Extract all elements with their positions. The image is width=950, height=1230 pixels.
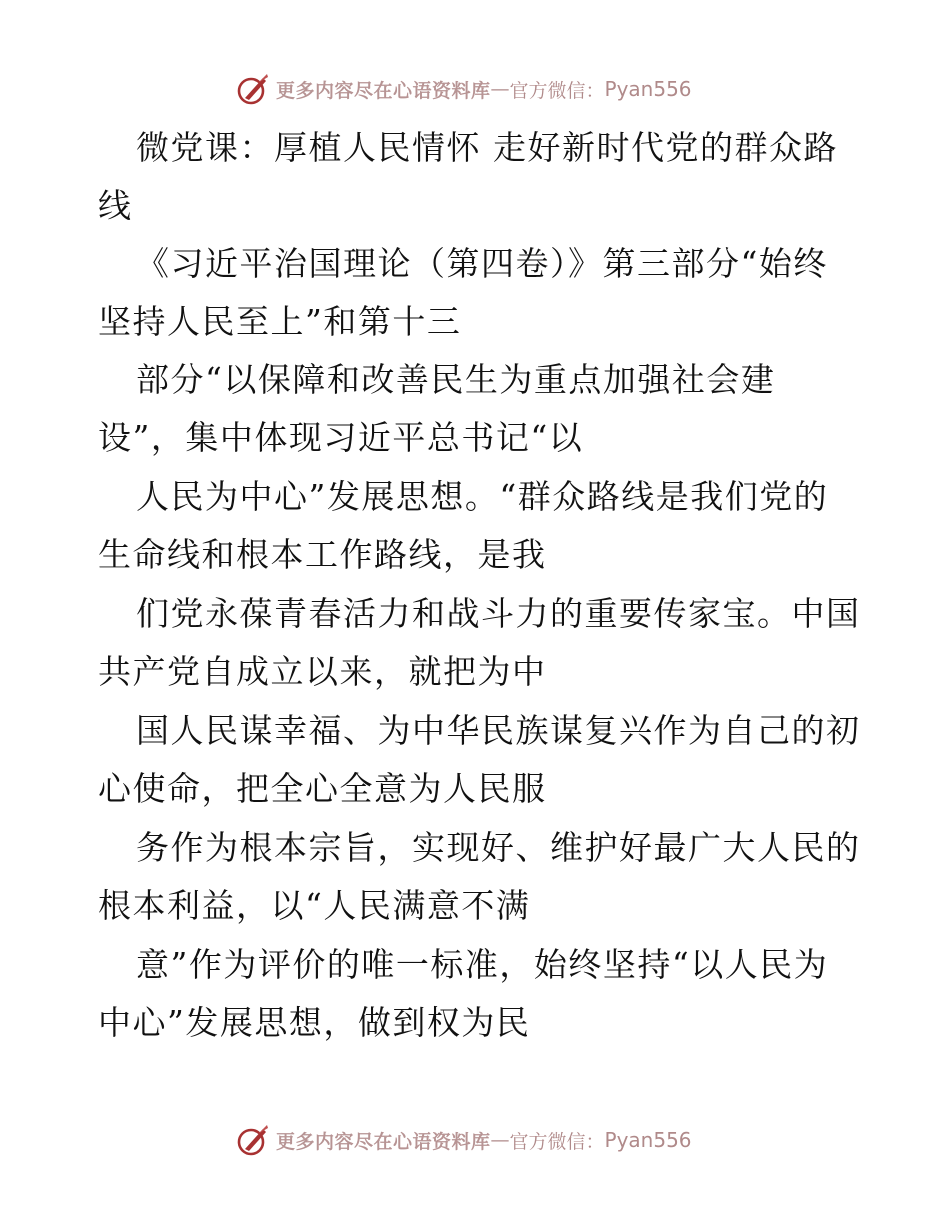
text-line: 生命线和根本工作路线，是我 <box>98 535 547 574</box>
banner-wechat-id: Pyan556 <box>604 77 692 101</box>
header-banner <box>236 72 716 106</box>
text-line: 心使命，把全心全意为人民服 <box>98 769 547 808</box>
banner-slogan: 更多内容尽在心语资料库 <box>276 1130 491 1153</box>
banner-dash: — <box>490 78 510 100</box>
text-line: 微党课：厚植人民情怀 走好新时代党的群众路 <box>136 128 838 167</box>
text-line: 们党永葆青春活力和战斗力的重要传家宝。中国 <box>136 594 861 633</box>
text-line: 中心”发展思想，做到权为民 <box>98 1003 531 1042</box>
banner-wechat-label: 官方微信： <box>509 1130 605 1153</box>
text-line: 坚持人民至上”和第十三 <box>98 302 462 341</box>
text-line: 根本利益，以“人民满意不满 <box>98 886 531 925</box>
text-line: 线 <box>98 186 133 225</box>
text-line: 共产党自成立以来，就把为中 <box>98 652 547 691</box>
text-line: 人民为中心”发展思想。“群众路线是我们党的 <box>136 477 829 516</box>
quill-logo-icon <box>236 72 270 106</box>
banner-slogan: 更多内容尽在心语资料库 <box>276 79 491 102</box>
text-line: 意”作为评价的唯一标准，始终坚持“以人民为 <box>136 945 829 984</box>
text-line: 国人民谋幸福、为中华民族谋复兴作为自己的初 <box>136 711 861 750</box>
quill-logo-icon <box>236 1123 270 1157</box>
text-line: 部分“以保障和改善民生为重点加强社会建 <box>136 360 776 399</box>
banner-wechat-id: Pyan556 <box>604 1128 692 1152</box>
banner-wechat-label: 官方微信： <box>509 79 605 102</box>
text-line: 务作为根本宗旨，实现好、维护好最广大人民的 <box>136 828 861 867</box>
banner-dash: — <box>490 1129 510 1151</box>
text-line: 《习近平治国理论（第四卷）》第三部分“始终 <box>136 244 828 283</box>
text-line: 设”，集中体现习近平总书记“以 <box>98 418 584 457</box>
footer-banner <box>236 1123 716 1157</box>
